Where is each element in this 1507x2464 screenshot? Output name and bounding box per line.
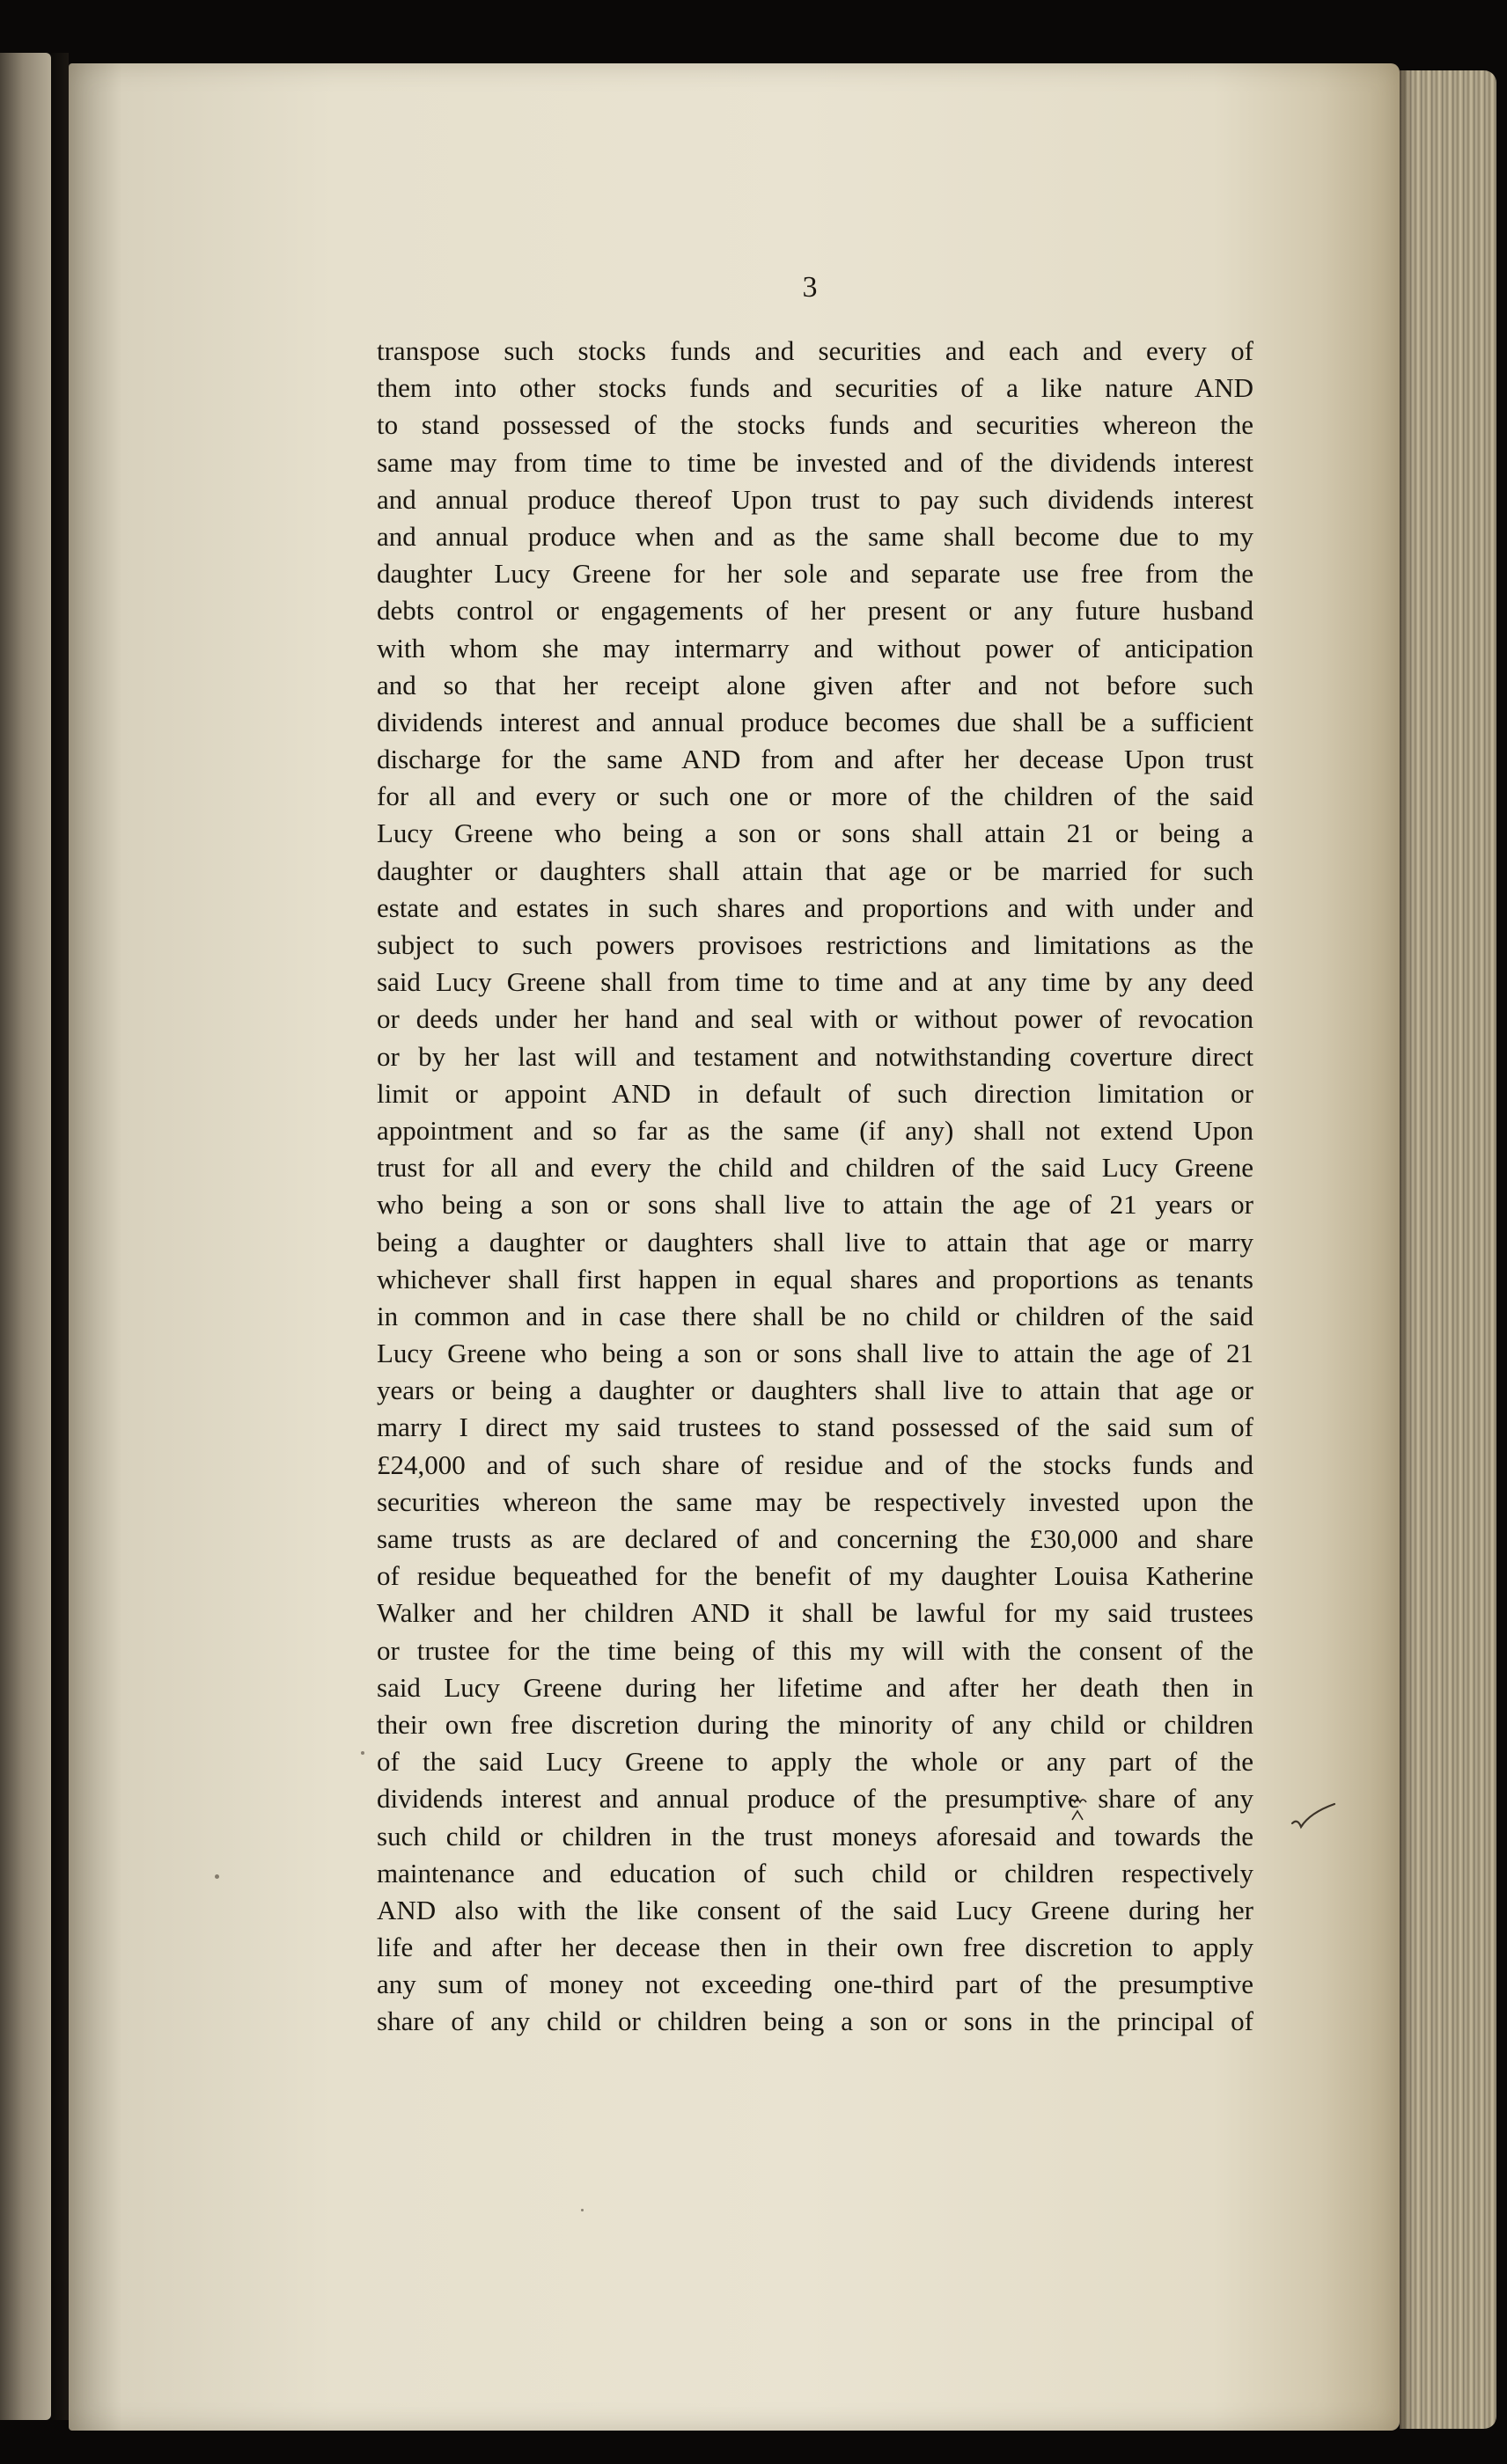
text-line: years or being a daughter or daughters shall live to attain that age or	[377, 1375, 1253, 1406]
body-text	[377, 333, 1253, 2041]
text-line: AND also with the like consent of the said Lucy Greene during her	[377, 1894, 1253, 1925]
text-line: life and after her decease then in their own free discretion to apply	[377, 1932, 1253, 1963]
text-line: trust for all and every the child and children of the said Lucy Greene	[377, 1152, 1253, 1184]
text-line: share of any child or children being a son or sons in the principal of	[377, 2006, 1253, 2037]
book-gutter	[51, 53, 69, 2420]
text-line: Walker and her children AND it shall be lawful for my said trustees	[377, 1597, 1253, 1629]
handwritten-caret-icon	[1067, 1795, 1088, 1822]
text-line: appointment and so far as the same (if any) shall not extend Upon	[377, 1114, 1253, 1146]
text-line: them into other stocks funds and securities of a like nature AND	[377, 372, 1253, 404]
pencil-tick-mark-icon	[1289, 1800, 1338, 1830]
text-line: maintenance and education of such child or children respectively	[377, 1857, 1253, 1888]
text-line: dividends interest and annual produce of the presumptive share of any	[377, 1783, 1253, 1815]
text-line: whichever shall first happen in equal shares and proportions as tenants	[377, 1263, 1253, 1294]
paper-speck	[215, 1874, 219, 1879]
text-line: of the said Lucy Greene to apply the whole or any part of the	[377, 1746, 1253, 1778]
text-line: and so that her receipt alone given after and not before such	[377, 669, 1253, 700]
text-line: or trustee for the time being of this my will with the consent of the	[377, 1634, 1253, 1666]
text-line: for all and every or such one or more of the children of the said	[377, 781, 1253, 812]
text-line: and annual produce when and as the same shall become due to my	[377, 520, 1253, 552]
text-line: debts control or engagements of her present or any future husband	[377, 595, 1253, 627]
text-line: in common and in case there shall be no child or children of the said	[377, 1300, 1253, 1331]
text-line: Lucy Greene who being a son or sons shall attain 21 or being a	[377, 818, 1253, 849]
book-page-edges	[1400, 70, 1496, 2429]
page-number: 3	[802, 271, 818, 304]
text-line: their own free discretion during the minority of any child or children	[377, 1708, 1253, 1740]
text-line: or by her last will and testament and notwithstanding coverture direct	[377, 1040, 1253, 1072]
text-line: transpose such stocks funds and securities and each and every of	[377, 335, 1253, 366]
text-line: marry I direct my said trustees to stand possessed of the said sum of	[377, 1412, 1253, 1443]
text-line: same may from time to time be invested and of the dividends interest	[377, 446, 1253, 478]
text-line: said Lucy Greene shall from time to time and at any time by any deed	[377, 966, 1253, 998]
text-line: £24,000 and of such share of residue and of the stocks funds and	[377, 1448, 1253, 1480]
text-line: daughter Lucy Greene for her sole and separate use free from the	[377, 558, 1253, 590]
text-line: limit or appoint AND in default of such direction limitation or	[377, 1077, 1253, 1109]
text-line: with whom she may intermarry and without power of anticipation	[377, 632, 1253, 664]
text-line: estate and estates in such shares and proportions and with under and	[377, 891, 1253, 923]
paper-speck	[581, 2209, 584, 2211]
text-line: discharge for the same AND from and after her decease Upon trust	[377, 744, 1253, 775]
facing-page-sliver	[0, 53, 51, 2420]
text-line: same trusts as are declared of and concerning the £30,000 and share	[377, 1523, 1253, 1554]
text-line: and annual produce thereof Upon trust to pay such dividends interest	[377, 483, 1253, 515]
text-line: such child or children in the trust moneys aforesaid and towards the	[377, 1820, 1253, 1852]
text-line: or deeds under her hand and seal with or without power of revocation	[377, 1003, 1253, 1035]
text-line: dividends interest and annual produce becomes due shall be a sufficient	[377, 706, 1253, 737]
text-line: said Lucy Greene during her lifetime and after her death then in	[377, 1671, 1253, 1703]
text-line: daughter or daughters shall attain that age or be married for such	[377, 854, 1253, 886]
text-line: being a daughter or daughters shall live to attain that age or marry	[377, 1226, 1253, 1258]
text-line: of residue bequeathed for the benefit of my daughter Louisa Katherine	[377, 1560, 1253, 1592]
page-edge-shadow	[1400, 70, 1412, 2429]
text-line: subject to such powers provisoes restrictions and limitations as the	[377, 929, 1253, 960]
text-line: any sum of money not exceeding one-third part of the presumptive	[377, 1969, 1253, 2000]
text-line: securities whereon the same may be respectively invested upon the	[377, 1485, 1253, 1517]
text-line: who being a son or sons shall live to attain the age of 21 years or	[377, 1189, 1253, 1221]
text-line: Lucy Greene who being a son or sons shall live to attain the age of 21	[377, 1338, 1253, 1369]
text-line: to stand possessed of the stocks funds and securities whereon the	[377, 409, 1253, 441]
paper-speck	[361, 1751, 364, 1755]
